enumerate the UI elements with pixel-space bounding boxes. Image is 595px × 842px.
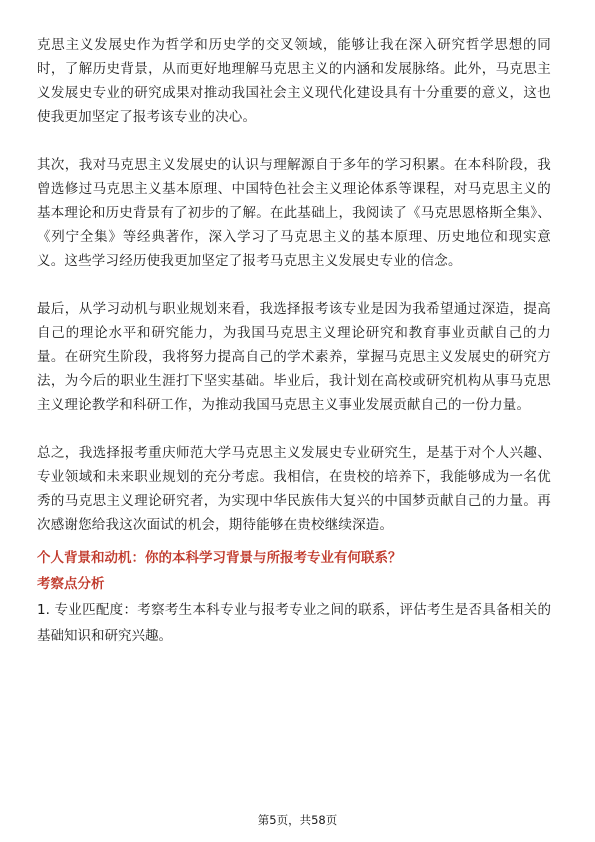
analysis-point-1: 1. 专业匹配度：考察考生本科专业与报考专业之间的联系，评估考生是否具备相关的基础知识和研究兴趣。: [37, 602, 551, 644]
body-paragraph-1: 克思主义发展史作为哲学和历史学的交叉领域，能够让我在深入研究哲学思想的同时，了解历史背景，从而更好地理解马克思主义的内涵和发展脉络。此外，马克思主义发展史专业的研究成果对推动我国社会主义现代化建设具有十分重要的意义，这也使我更加坚定了报考该专业的决心。: [37, 37, 551, 125]
question-heading: 个人背景和动机：你的本科学习背景与所报考专业有何联系？: [37, 550, 402, 566]
body-paragraph-4: 总之，我选择报考重庆师范大学马克思主义发展史专业研究生，是基于对个人兴趣、专业领域和未来职业规划的充分考虑。我相信，在贵校的培养下，我能够成为一名优秀的马克思主义理论研究者，为实现中华民族伟大复兴的中国梦贡献自己的力量。再次感谢您给我这次面试的机会，期待能够在贵校继续深造。: [37, 445, 551, 533]
analysis-title: 考察点分析: [37, 576, 105, 592]
body-paragraph-2: 其次，我对马克思主义发展史的认识与理解源自于多年的学习积累。在本科阶段，我曾选修过马克思主义基本原理、中国特色社会主义理论体系等课程，对马克思主义的基本理论和历史背景有了初步的了解。在此基础上，我阅读了《马克思恩格斯全集》、《列宁全集》等经典著作，深入学习了马克思主义的基本原理、历史地位和现实意义。这些学习经历使我更加坚定了报考马克思主义发展史专业的信念。: [37, 157, 551, 269]
page-footer: 第5页，共58页: [257, 813, 338, 827]
body-paragraph-3: 最后，从学习动机与职业规划来看，我选择报考该专业是因为我希望通过深造，提高自己的理论水平和研究能力，为我国马克思主义理论研究和教育事业贡献自己的力量。在研究生阶段，我将努力提高自己的学术素养，掌握马克思主义发展史的研究方法，为今后的职业生涯打下坚实基础。毕业后，我计划在高校或研究机构从事马克思主义理论教学和科研工作，为推动我国马克思主义事业发展贡献自己的一份力量。: [37, 301, 551, 413]
